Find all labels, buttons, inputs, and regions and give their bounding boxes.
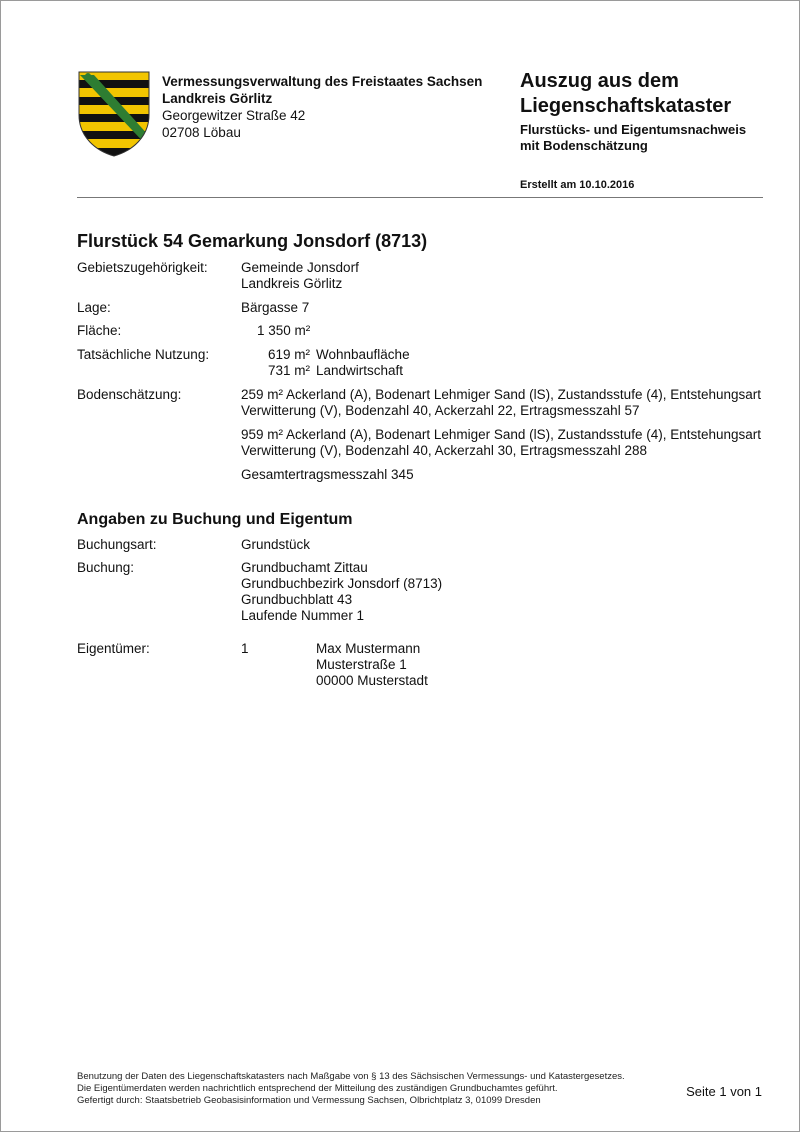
nutzung-list [250, 347, 410, 379]
lage-label: Lage: [77, 300, 111, 315]
nutzung-type: Landwirtschaft [316, 363, 404, 378]
buchung-value: Grundbuchamt Zittau Grundbuchbezirk Jonsdorf (8713) Grundbuchblatt 43 Laufende Nummer 1 [241, 560, 443, 623]
parcel-heading: Flurstück 54 Gemarkung Jonsdorf (8713) [77, 231, 428, 251]
boden-total: Gesamtertragsmesszahl 345 [241, 467, 414, 482]
header-divider [77, 197, 763, 198]
buchungsart-value: Grundstück [241, 537, 311, 552]
boden-entry: 259 m² Ackerland (A), Bodenart Lehmiger Sand (lS), Zustandsstufe (4), Entstehungsart Verwitterung (V), Bodenzahl 40, Ackerzahl 22, Ertragsmesszahl 57 [241, 387, 762, 418]
lage-value: Bärgasse 7 [241, 300, 310, 315]
document-title: Auszug aus dem Liegenschaftskataster [520, 70, 732, 117]
nutzung-label: Tatsächliche Nutzung: [77, 347, 210, 362]
nutzung-row [250, 347, 410, 363]
issuing-agency [162, 73, 482, 141]
owner-city: 00000 Musterstadt [316, 673, 428, 688]
owner-number: 1 [241, 641, 249, 656]
flaeche-label: Fläche: [77, 323, 122, 338]
buchungsart-label: Buchungsart: [77, 537, 157, 552]
nutzung-type: Wohnbaufläche [316, 347, 410, 362]
agency-name: Vermessungsverwaltung des Freistaates Sachsen [162, 74, 483, 89]
agency-street: Georgewitzer Straße 42 [162, 108, 306, 123]
nutzung-area: 619 m² [267, 347, 310, 362]
owner-name: Max Mustermann [316, 641, 421, 656]
agency-district: Landkreis Görlitz [162, 91, 273, 106]
owner-address [316, 641, 428, 689]
flaeche-value: 1 350 m² [257, 323, 311, 338]
page-number: Seite 1 von 1 [686, 1084, 762, 1099]
nutzung-area: 731 m² [267, 363, 310, 378]
gebiet-label: Gebietszugehörigkeit: [77, 260, 208, 275]
nutzung-row [250, 363, 410, 379]
boden-entry: 959 m² Ackerland (A), Bodenart Lehmiger Sand (lS), Zustandsstufe (4), Entstehungsart Verwitterung (V), Bodenzahl 40, Ackerzahl 30, Ertragsmesszahl 288 [241, 427, 762, 458]
eigentuemer-label: Eigentümer: [77, 641, 150, 656]
boden-label: Bodenschätzung: [77, 387, 182, 402]
owner-street: Musterstraße 1 [316, 657, 407, 672]
ownership-heading: Angaben zu Buchung und Eigentum [77, 511, 353, 528]
document-subtitle: Flurstücks- und Eigentumsnachweis mit Bodenschätzung [520, 122, 747, 153]
agency-city: 02708 Löbau [162, 125, 241, 140]
creation-date: Erstellt am 10.10.2016 [520, 179, 635, 191]
gebiet-value: Gemeinde Jonsdorf Landkreis Görlitz [241, 260, 359, 291]
footer-notes: Benutzung der Daten des Liegenschaftskatasters nach Maßgabe von § 13 des Sächsischen Vermessungs- und Katastergesetzes. Die Eigentümerdaten werden nachrichtlich entsprechend der Mitteilung des zuständigen Grundbuchamtes geführt. Gefertigt durch: Staatsbetrieb Geobasisinformation und Vermessung Sachsen, Olbrichtplatz 3, 01099 Dresden [77, 1071, 625, 1106]
saxony-coat-of-arms-icon [78, 71, 150, 157]
buchung-label: Buchung: [77, 560, 135, 575]
